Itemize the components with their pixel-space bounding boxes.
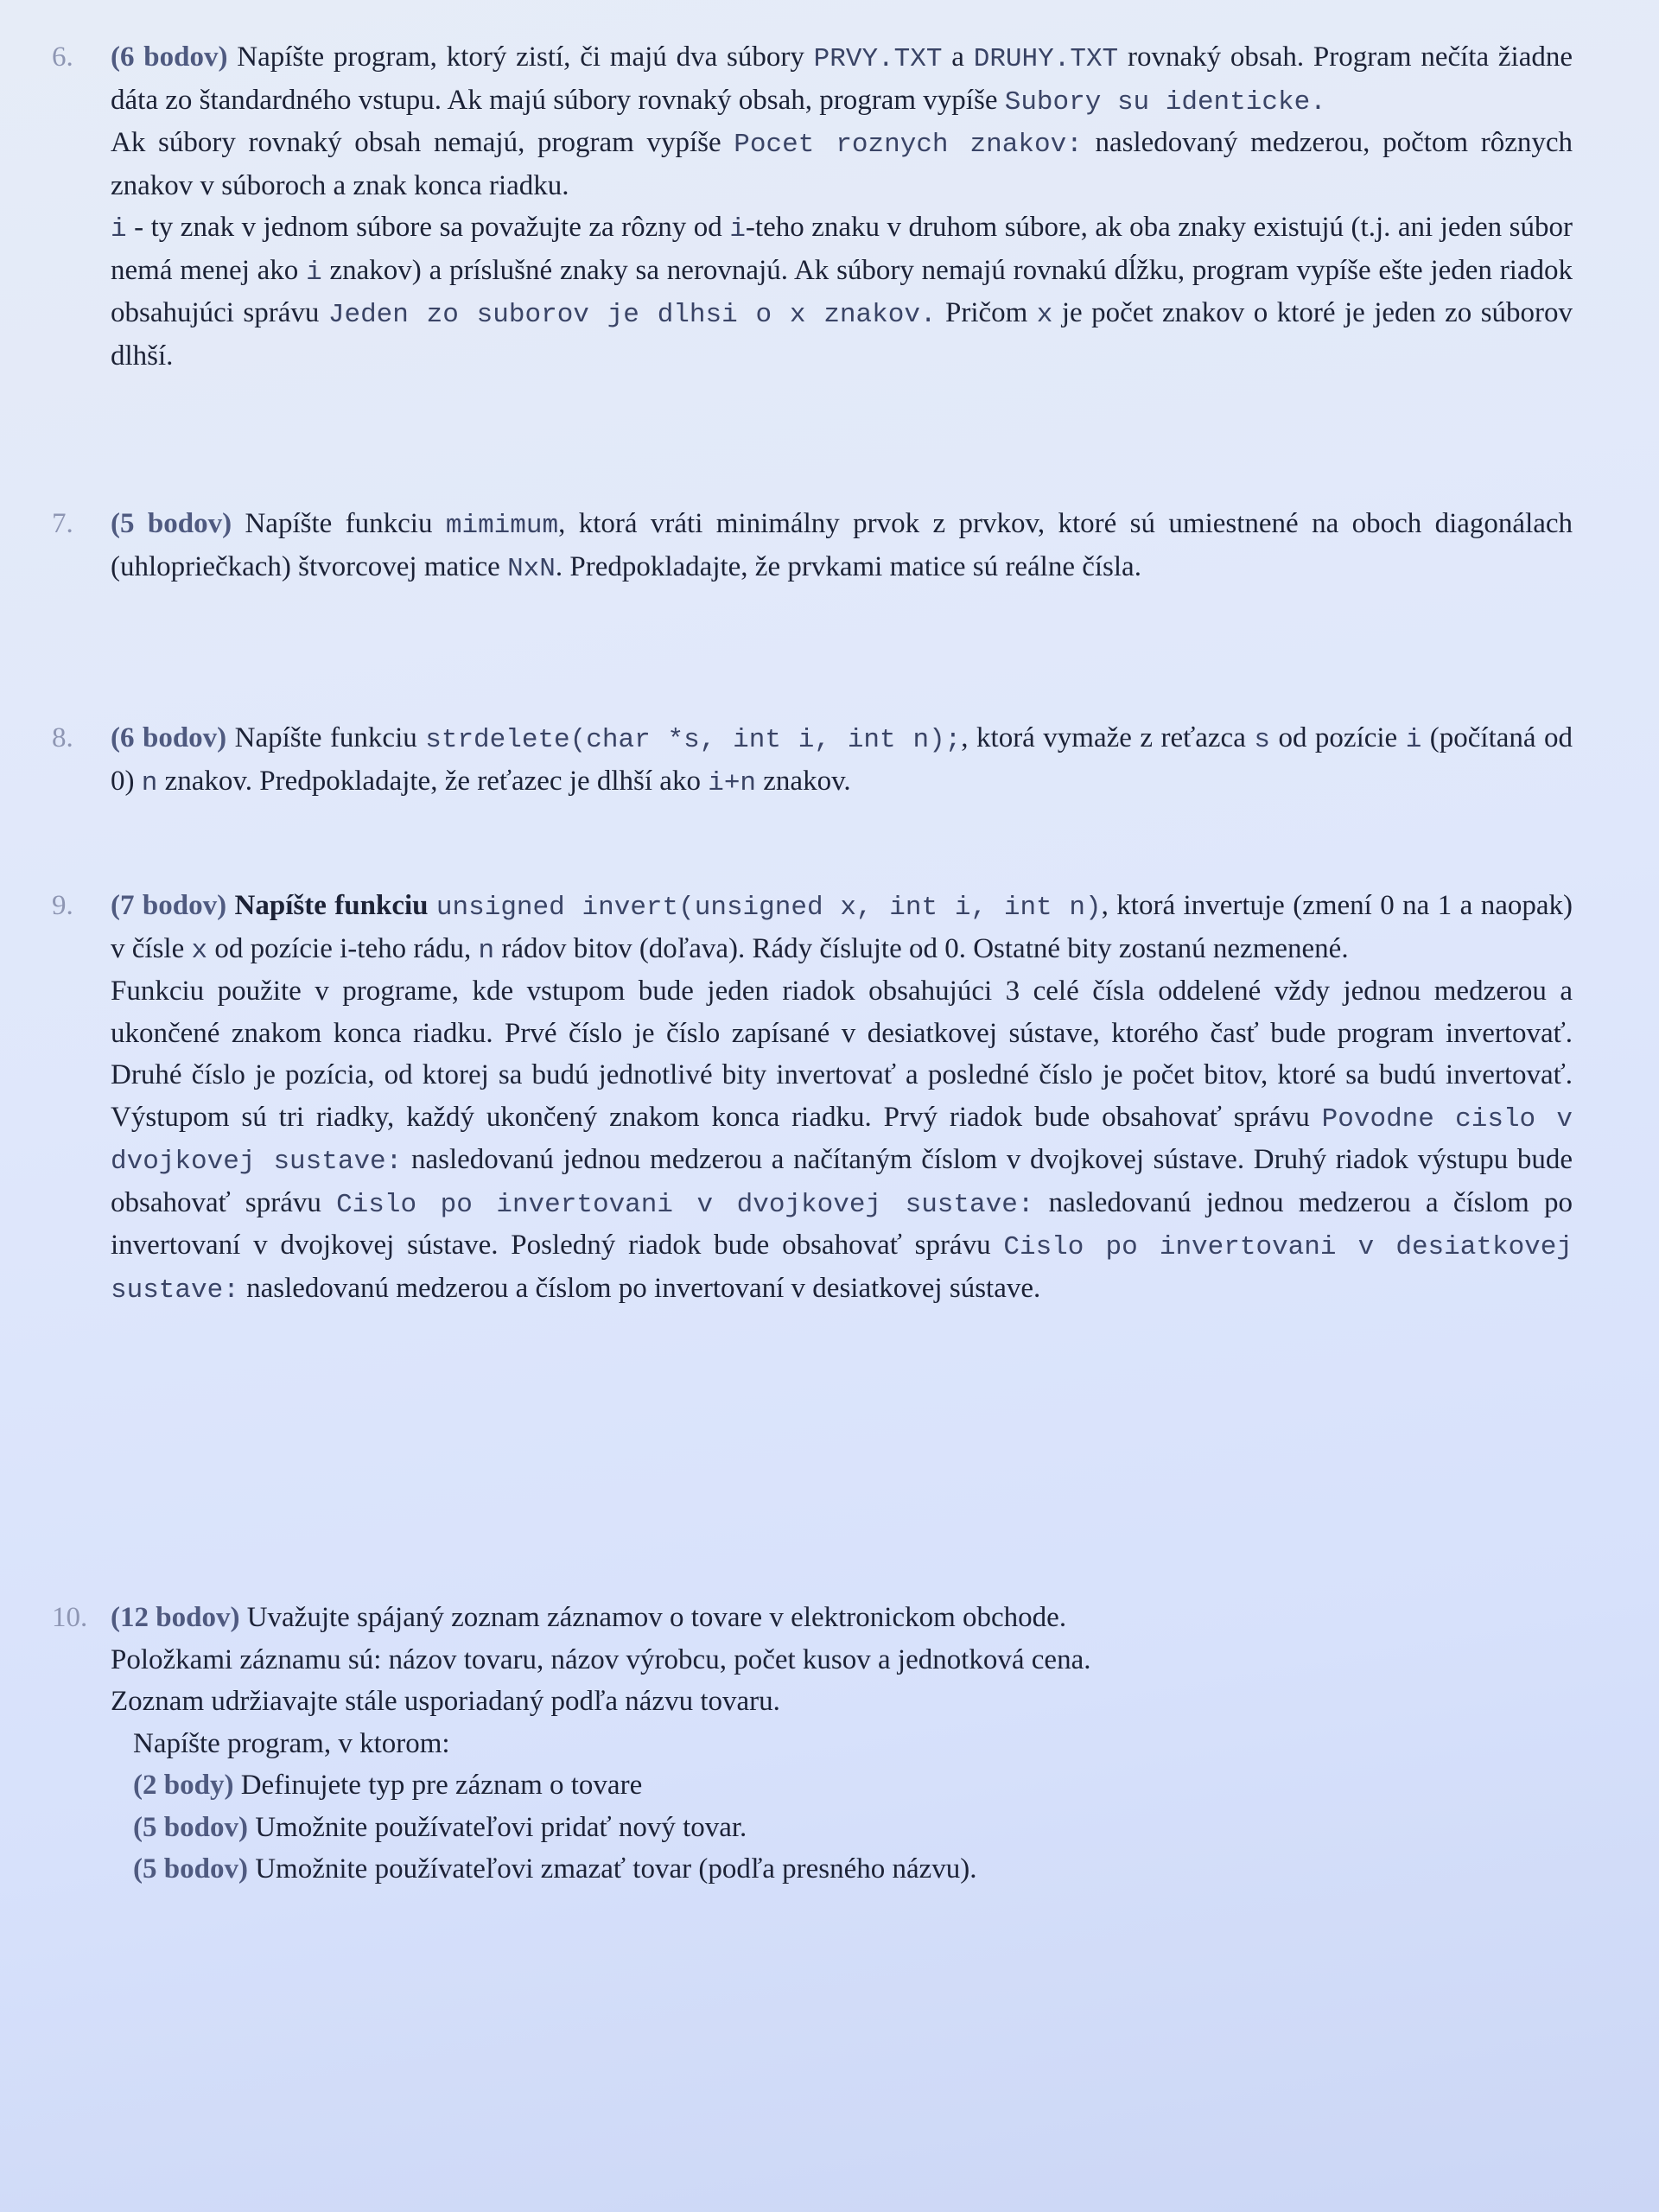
task-8 xyxy=(52,717,1573,803)
task-number: 10. xyxy=(52,1602,88,1633)
task-points: (5 bodov) xyxy=(111,508,232,539)
task-body xyxy=(111,36,1573,377)
code-var: i+n xyxy=(708,767,757,798)
task-10 xyxy=(52,1597,1573,1891)
code-output: Cislo po invertovani v dvojkovej sustave: xyxy=(336,1189,1034,1220)
task-text xyxy=(111,122,1573,207)
code-filename: DRUHY.TXT xyxy=(973,44,1119,74)
task-points: (12 bodov) xyxy=(111,1602,240,1633)
task-text xyxy=(111,970,1573,1310)
task-text: Napíšte program, v ktorom: xyxy=(133,1727,450,1759)
subtask-2 xyxy=(133,1807,1573,1849)
subtask-1 xyxy=(133,1764,1573,1807)
code-output: Cislo po invertovani v desiatkovej sustave: xyxy=(111,1232,1573,1306)
task-body xyxy=(111,717,1573,803)
task-text xyxy=(111,717,1573,803)
code-output: Povodne cislo v dvojkovej sustave: xyxy=(111,1103,1573,1178)
code-var: x xyxy=(191,935,208,966)
code-var: i xyxy=(729,214,746,245)
text-run: Funkciu použite v programe, kde vstupom bude jeden riadok obsahujúci 3 celé čísla oddelené vždy jednou medzerou a ukončené znakom konca riadku. Prvé číslo je číslo zapísané v desiatkovej sústave, ktorého časť bude program invertovať. Druhé číslo je pozícia, od ktorej sa budú jednotlivé bity invertovať a posledné číslo je počet bitov, ktoré sa budú invertovať. Výstupom sú tri riadky, každý ukončený znakom konca riadku. Prvý riadok bude obsahovať správu xyxy=(111,976,1573,1133)
text-run: a xyxy=(951,41,964,73)
code-var: i xyxy=(306,257,322,288)
code-function: mimimum xyxy=(445,511,559,541)
code-var: n xyxy=(141,767,158,798)
text-run: Uvažujte spájaný zoznam záznamov o tovare v elektronickom obchode. xyxy=(246,1602,1067,1633)
code-function: unsigned invert(unsigned x, int i, int n) xyxy=(435,893,1102,923)
task-points: (6 bodov) xyxy=(111,41,228,73)
task-9 xyxy=(52,885,1573,1310)
text-run: Napíšte funkciu xyxy=(245,508,433,539)
text-run: od pozície xyxy=(1278,722,1398,753)
code-var: s xyxy=(1254,725,1270,755)
task-number: 6. xyxy=(52,41,73,73)
text-run: , ktorá invertuje (zmení 0 na 1 a naopak) v čísle xyxy=(111,890,1573,964)
text-run: , ktorá vymaže z reťazca xyxy=(961,722,1246,753)
text-run: rádov bitov (doľava). Rády číslujte od 0. Ostatné bity zostanú nezmenené. xyxy=(501,932,1349,964)
text-run: je počet znakov o ktoré je jeden zo súborov dlhší. xyxy=(111,297,1573,372)
task-number: 9. xyxy=(52,890,73,921)
subtask-text: Definujete typ pre záznam o tovare xyxy=(240,1770,643,1801)
code-function: strdelete(char *s, int i, int n); xyxy=(425,725,962,755)
text-run: , ktorá vráti minimálny prvok z prvkov, ktoré sú umiestnené na oboch diagonálach (uhlopriečkach) štvorcovej matice xyxy=(111,508,1573,582)
text-run: rovnaký obsah. Program nečíta žiadne dáta zo štandardného vstupu. Ak majú súbory rovnaký obsah, program vypíše xyxy=(111,41,1573,116)
text-run: nasledovanú jednou medzerou a číslom po invertovaní v dvojkovej sústave. Posledný riadok bude obsahovať správu xyxy=(111,1186,1573,1262)
text-run: od pozície i-teho rádu, xyxy=(214,932,472,964)
subtask-points: (5 bodov) xyxy=(133,1853,248,1885)
text-run: -teho znaku v druhom súbore, ak oba znaky existujú (t.j. ani jeden súbor nemá menej ako xyxy=(111,212,1573,286)
code-output: Pocet roznych znakov: xyxy=(734,130,1083,161)
code-output: Jeden zo suborov je dlhsi o x znakov. xyxy=(327,300,937,331)
text-run: nasledovaný medzerou, počtom rôznych znakov v súboroch a znak konca riadku. xyxy=(111,127,1573,201)
text-run: Napíšte program, ktorý zistí, či majú dva súbory xyxy=(237,41,804,73)
code-var: x xyxy=(1036,300,1053,331)
subtask-points: (5 bodov) xyxy=(133,1811,248,1843)
code-filename: PRVY.TXT xyxy=(813,44,943,74)
text-run: Pričom xyxy=(945,297,1028,329)
task-text xyxy=(111,207,1573,377)
task-number: 7. xyxy=(52,508,73,539)
task-points: (7 bodov) xyxy=(111,890,227,921)
task-number: 8. xyxy=(52,722,73,753)
text-run: - ty znak v jednom súbore sa považujte za rôzny od xyxy=(134,212,722,244)
text-run: . Predpokladajte, že prvkami matice sú reálne čísla. xyxy=(555,550,1141,582)
code-output: Subory su identicke. xyxy=(1004,86,1326,118)
text-run: nasledovanú jednou medzerou a načítaným číslom v dvojkovej sústave. Druhý riadok výstupu bude obsahovať správu xyxy=(111,1144,1573,1218)
text-run: Ak súbory rovnaký obsah nemajú, program vypíše xyxy=(111,127,721,159)
task-text: Položkami záznamu sú: názov tovaru, názov výrobcu, počet kusov a jednotková cena. xyxy=(111,1643,1091,1675)
text-run: Napíšte funkciu xyxy=(234,890,429,921)
task-7 xyxy=(52,503,1573,588)
task-body xyxy=(111,1597,1573,1891)
text-run: znakov) a príslušné znaky sa nerovnajú. Ak súbory nemajú rovnakú dĺžku, program vypíše ešte jeden riadok obsahujúci správu xyxy=(111,254,1573,329)
subtask-points: (2 body) xyxy=(133,1770,234,1801)
text-run: (počítaná od 0) xyxy=(111,722,1573,797)
text-run: nasledovanú medzerou a číslom po invertovaní v desiatkovej sústave. xyxy=(246,1272,1041,1304)
text-run: znakov. xyxy=(763,765,851,797)
task-text xyxy=(111,1597,1573,1639)
text-run: Napíšte funkciu xyxy=(234,722,417,753)
task-text xyxy=(111,36,1573,122)
task-text xyxy=(111,503,1573,588)
task-points: (6 bodov) xyxy=(111,722,227,753)
task-body xyxy=(111,503,1573,588)
code-var: i xyxy=(1405,725,1422,755)
code-var: i xyxy=(111,214,127,245)
subtask-text: Umožnite používateľovi pridať nový tovar. xyxy=(255,1811,747,1843)
code-var: NxN xyxy=(507,553,556,584)
code-var: n xyxy=(478,935,495,966)
task-6 xyxy=(52,36,1573,377)
text-run: znakov. Predpokladajte, že reťazec je dlhší ako xyxy=(164,765,701,797)
subtask-3 xyxy=(133,1848,1573,1891)
task-body xyxy=(111,885,1573,1310)
task-text: Zoznam udržiavajte stále usporiadaný podľa názvu tovaru. xyxy=(111,1686,780,1717)
task-text xyxy=(111,885,1573,970)
subtask-text: Umožnite používateľovi zmazať tovar (podľa presného názvu). xyxy=(255,1853,977,1885)
